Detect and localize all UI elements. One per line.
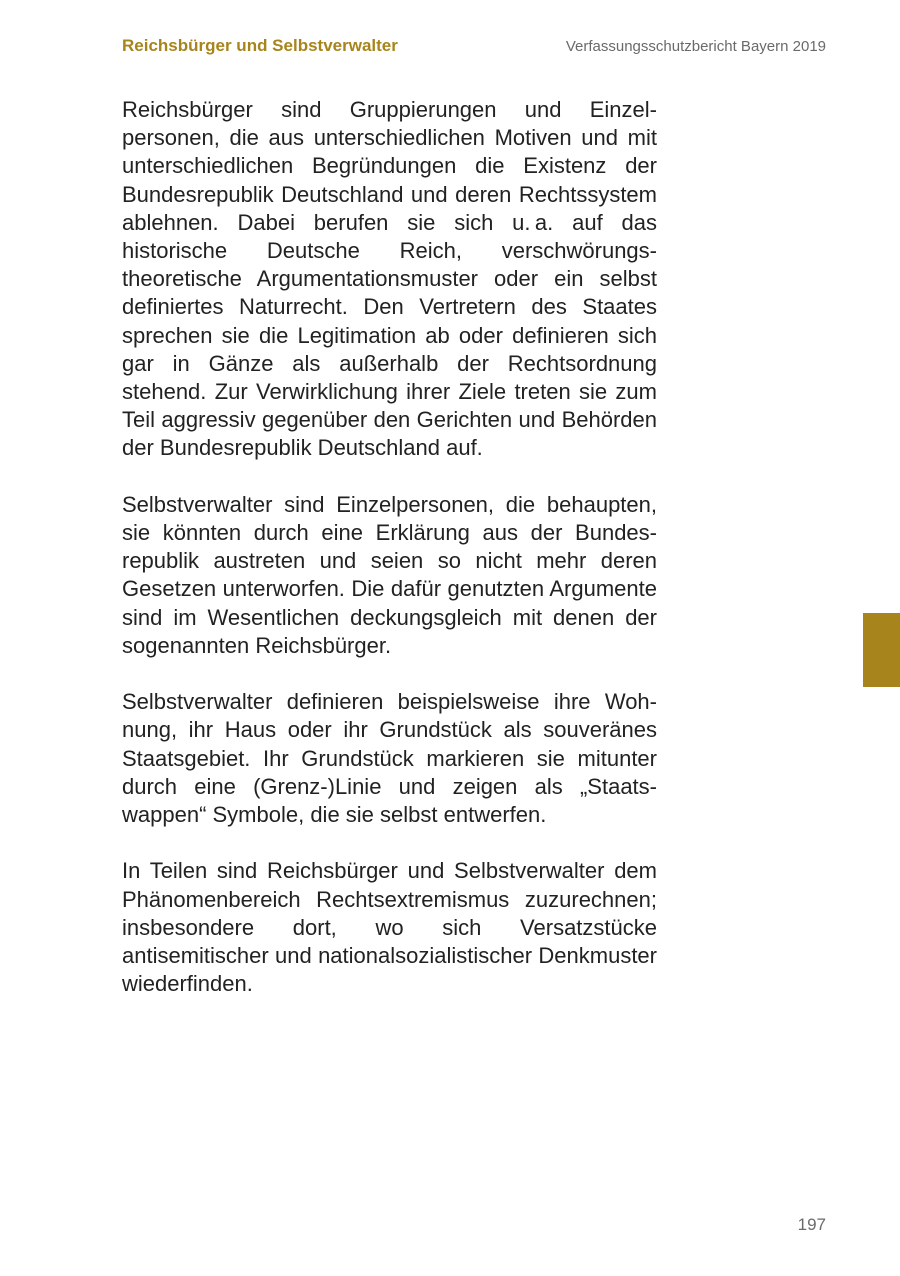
paragraph-reichsbuerger-definition: Reichsbürger sind Gruppierungen und Einzelpersonen, die aus unterschiedlichen Motiven und mit unterschiedlichen Begründungen die Existenz der Bundesrepublik Deutschland und deren Rechtssystem ablehnen. Dabei berufen sie sich u. a. auf das historische Deutsche Reich, verschwörungstheoretische Argumentationsmuster oder ein selbst definiertes Naturrecht. Den Vertretern des Staates sprechen sie die Legitimation ab oder definieren sich gar in Gänze als außerhalb der Rechtsordnung stehend. Zur Verwirklichung ihrer Ziele treten sie zum Teil aggressiv gegenüber den Gerichten und Behörden der Bundesrepublik Deutschland auf. [122,97,657,461]
paragraph-selbstverwalter-definition: Selbstverwalter sind Einzelpersonen, die behaupten, sie könnten durch eine Erklärung aus der Bundesrepublik austreten und seien so nicht mehr deren Gesetzen unterworfen. Die dafür genutzten Argumente sind im Wesentlichen deckungsgleich mit denen der sogenannten Reichsbürger. [122,491,657,658]
paragraph-rechtsextremismus: In Teilen sind Reichsbürger und Selbstverwalter dem Phänomenbereich Rechtsextremismus zuzurechnen; insbesondere dort, wo sich Versatzstücke antisemitischer und nationalsozialistischer Denkmuster wiederfinden. [122,858,657,997]
running-header-section-title: Reichsbürger und Selbstverwalter [122,36,398,55]
running-header-report-title: Verfassungsschutzbericht Bayern 2019 [565,38,826,55]
paragraph-selbstverwalter-examples: Selbstverwalter definieren beispielsweise ihre Wohnung, ihr Haus oder ihr Grundstück als souveränes Staatsgebiet. Ihr Grundstück markieren sie mitunter durch eine (Grenz-)Linie und zeigen als „Staatswappen“ Symbole, die sie selbst entwerfen. [122,689,657,828]
chapter-thumb-tab [863,613,900,687]
page-number: 197 [797,1215,826,1234]
body-text [122,96,657,1027]
